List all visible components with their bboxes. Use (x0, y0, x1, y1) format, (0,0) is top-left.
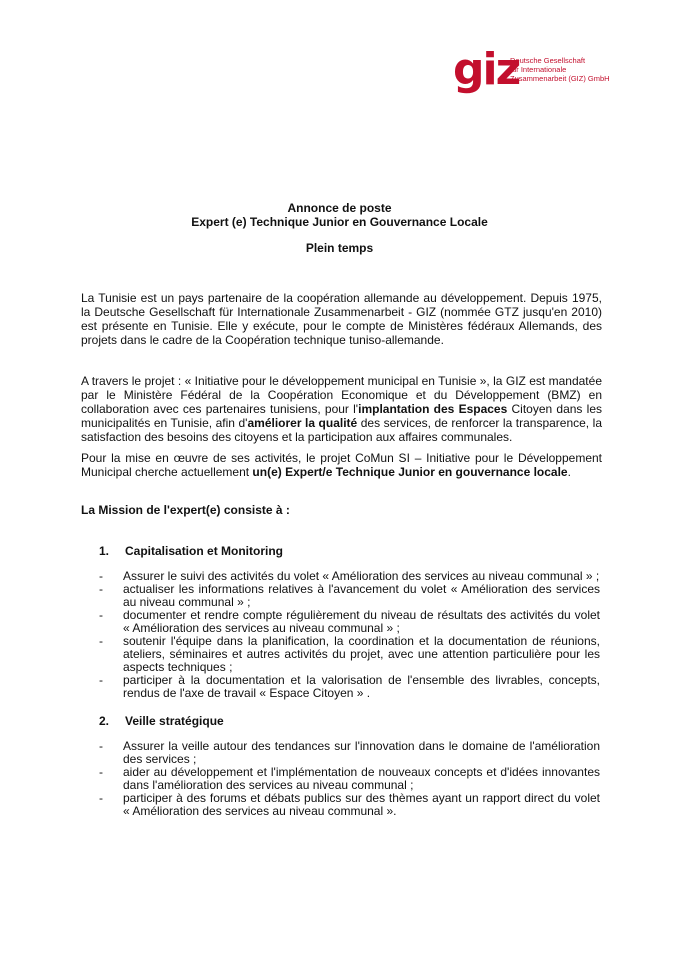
list-item-text: soutenir l'équipe dans la planification, la coordination et la documentation de réunions, ateliers, séminaires et autres activités du projet, avec une attention particulière pour les aspects techniques ; (123, 634, 600, 674)
giz-logo-mark: giz (453, 44, 520, 95)
intro-paragraph-2 (81, 374, 602, 444)
p3-text-1: Pour la mise en œuvre de ses activités, le projet CoMun SI – Initiative pour le Développement Municipal cherche actuellement (81, 451, 602, 479)
intro-paragraph-3 (81, 451, 602, 479)
p2-bold-2: améliorer la qualité (247, 416, 358, 430)
logo-line-3: Zusammenarbeit (GIZ) GmbH (510, 74, 610, 83)
list-item-text: documenter et rendre compte régulièrement du niveau de résultats des activités du volet « Amélioration des services au niveau communal » ; (123, 608, 600, 635)
p2-text-1: A travers le projet : « Initiative pour le développement municipal en Tunisie », la GIZ est mandatée par le Ministère Fédéral de la Coopération Economique et du Développement (BMZ) en collaboration avec ces partenaires tunisiens, pour l' (81, 374, 602, 416)
section-1-heading (99, 544, 283, 558)
section-2-number: 2. (99, 714, 110, 728)
p3-bold: un(e) Expert/e Technique Junior en gouvernance locale (252, 465, 568, 479)
list-item (99, 740, 600, 766)
p2-text-2: Citoyen dans les municipalités en Tunisie, afin d' (81, 402, 602, 430)
list-item (99, 609, 600, 635)
bullet-dash: - (99, 608, 103, 622)
giz-logo-text (510, 56, 610, 83)
list-item (99, 635, 600, 674)
giz-logo (453, 44, 613, 100)
list-item-text: Assurer le suivi des activités du volet « Amélioration des services au niveau communal » ; (123, 569, 600, 583)
bullet-dash: - (99, 791, 103, 805)
list-item (99, 583, 600, 609)
bullet-dash: - (99, 569, 103, 583)
section-2-list (99, 740, 600, 818)
p3-text-2: . (567, 465, 571, 479)
employment-type: Plein temps (305, 241, 374, 255)
logo-line-1: Deutsche Gesellschaft (510, 56, 586, 65)
list-item-text: participer à des forums et débats publics sur des thèmes ayant un rapport direct du volet « Amélioration des services au niveau communal ». (123, 791, 600, 818)
list-item (99, 766, 600, 792)
logo-line-2: für Internationale (510, 65, 567, 74)
p2-bold-1: implantation des Espaces (358, 402, 508, 416)
announcement-title: Annonce de poste (287, 201, 392, 215)
bullet-dash: - (99, 765, 103, 779)
list-item (99, 674, 600, 700)
section-2-heading (99, 714, 224, 728)
list-item (99, 792, 600, 818)
mission-heading: La Mission de l'expert(e) consiste à : (81, 503, 290, 517)
job-title: Expert (e) Technique Junior en Gouvernance Locale (191, 215, 488, 229)
p2-text-3: des services, de renforcer la transparence, la satisfaction des besoins des citoyens et la participation aux affaires communales. (81, 416, 602, 444)
list-item-text: actualiser les informations relatives à l'avancement du volet « Amélioration des services au niveau communal » ; (123, 582, 600, 609)
list-item-text: Assurer la veille autour des tendances sur l'innovation dans le domaine de l'amélioration des services ; (123, 739, 600, 766)
section-1-list (99, 570, 600, 700)
list-item-text: aider au développement et l'implémentation de nouveaux concepts et d'idées innovantes dans l'amélioration des services au niveau communal ; (123, 765, 600, 792)
section-1-number: 1. (99, 544, 110, 558)
bullet-dash: - (99, 673, 103, 687)
bullet-dash: - (99, 634, 103, 648)
section-1-title: Capitalisation et Monitoring (125, 544, 283, 558)
bullet-dash: - (99, 582, 103, 596)
list-item-text: participer à la documentation et la valorisation de l'ensemble des livrables, concepts, rendus de l'axe de travail « Espace Citoyen » . (123, 673, 600, 700)
section-2-title: Veille stratégique (125, 714, 224, 728)
bullet-dash: - (99, 739, 103, 753)
intro-paragraph-1: La Tunisie est un pays partenaire de la coopération allemande au développement. Depuis 1975, la Deutsche Gesellschaft für Internationale Zusammenarbeit - GIZ (nommée GTZ jusqu'en 2010) est présente en Tunisie. Elle y exécute, pour le compte de Ministères fédéraux Allemands, des projets dans le cadre de la Coopération technique tuniso-allemande. (81, 291, 602, 347)
